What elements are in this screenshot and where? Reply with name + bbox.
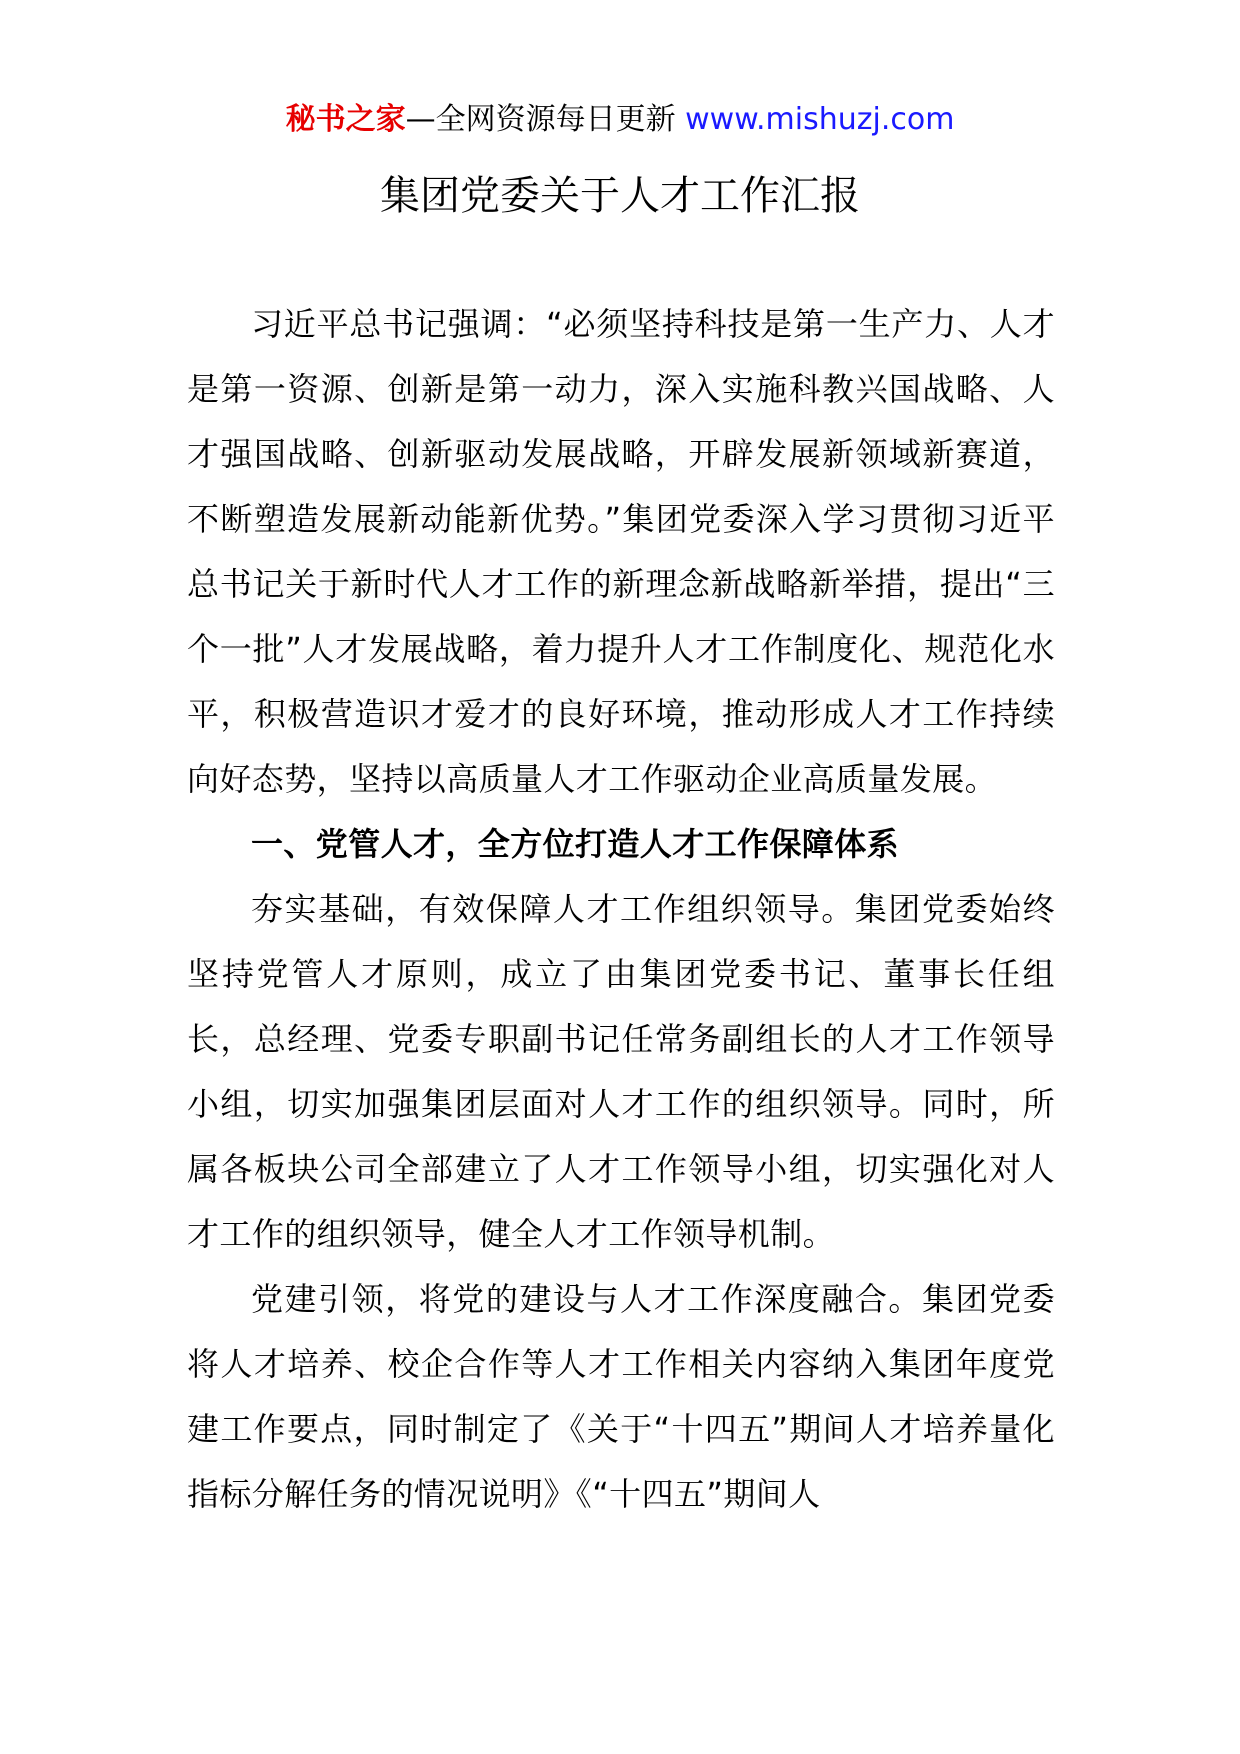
document-body: [187, 292, 1055, 1527]
intro-paragraph: 习近平总书记强调：“必须坚持科技是第一生产力、人才是第一资源、创新是第一动力，深入实施科教兴国战略、人才强国战略、创新驱动发展战略，开辟发展新领域新赛道，不断塑造发展新动能新优势。”集团党委深入学习贯彻习近平总书记关于新时代人才工作的新理念新战略新举措，提出“三个一批”人才发展战略，着力提升人才工作制度化、规范化水平，积极营造识才爱才的良好环境，推动形成人才工作持续向好态势，坚持以高质量人才工作驱动企业高质量发展。: [187, 305, 1055, 798]
site-tagline: —全网资源每日更新: [405, 102, 676, 137]
section-heading-1: 一、党管人才，全方位打造人才工作保障体系: [251, 825, 900, 863]
site-url-link[interactable]: www.mishuzj.com: [685, 102, 955, 137]
body-paragraph-foundation: 夯实基础，有效保障人才工作组织领导。集团党委始终坚持党管人才原则，成立了由集团党委书记、董事长任组长，总经理、党委专职副书记任常务副组长的人才工作领导小组，切实加强集团层面对人才工作的组织领导。同时，所属各板块公司全部建立了人才工作领导小组，切实强化对人才工作的组织领导，健全人才工作领导机制。: [187, 890, 1055, 1253]
site-header: [0, 100, 1240, 140]
body-paragraph-party-building: 党建引领，将党的建设与人才工作深度融合。集团党委将人才培养、校企合作等人才工作相关内容纳入集团年度党建工作要点，同时制定了《关于“十四五”期间人才培养量化指标分解任务的情况说明》《“十四五”期间人: [187, 1280, 1055, 1513]
site-brand: 秘书之家: [285, 102, 406, 137]
document-title: 集团党委关于人才工作汇报: [380, 173, 860, 219]
